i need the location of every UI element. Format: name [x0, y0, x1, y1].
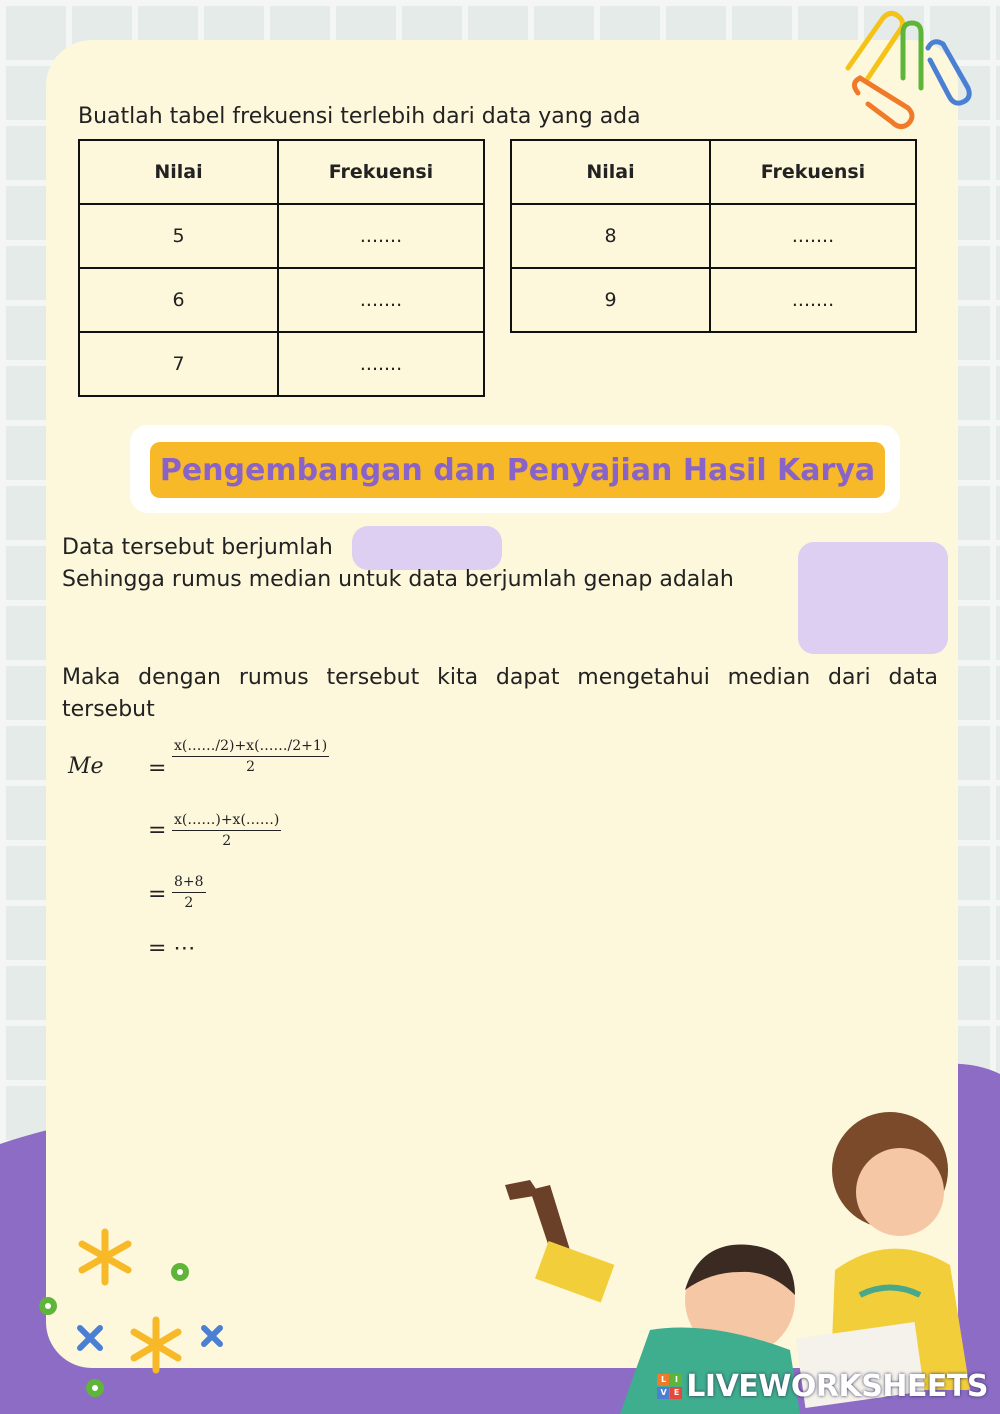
table-row — [79, 268, 484, 332]
logo-text: LIVEWORKSHEETS — [686, 1369, 988, 1404]
nilai-cell: 6 — [79, 268, 278, 332]
instruction-text: Buatlah tabel frekuensi terlebih dari data yang ada — [78, 104, 641, 129]
frekuensi-input[interactable]: ....... — [710, 204, 916, 268]
nilai-cell: 7 — [79, 332, 278, 396]
equals-sign: = — [148, 756, 167, 781]
logo-icon-letter: L — [657, 1374, 669, 1386]
logo-icon — [657, 1374, 682, 1399]
nilai-cell: 8 — [511, 204, 710, 268]
total-data-text: Data tersebut berjumlah — [62, 535, 333, 560]
frequency-table-left — [78, 139, 485, 397]
equals-sign: = — [148, 882, 167, 907]
fraction-denominator: 2 — [184, 895, 194, 911]
substitution-fraction — [172, 812, 281, 849]
table-row — [79, 204, 484, 268]
frekuensi-input[interactable]: ....... — [278, 332, 484, 396]
table-row — [511, 204, 916, 268]
median-formula-fraction — [172, 738, 329, 775]
fraction-denominator: 2 — [246, 759, 256, 775]
header-frekuensi: Frekuensi — [278, 140, 484, 204]
final-result-line: = ⋯ — [148, 936, 196, 961]
stars-dots-decoration — [30, 1220, 250, 1410]
fraction-denominator: 2 — [222, 833, 232, 849]
frekuensi-input[interactable]: ....... — [278, 268, 484, 332]
frequency-table-right — [510, 139, 917, 333]
formula-answer-box[interactable] — [798, 542, 948, 654]
table-row — [79, 332, 484, 396]
section-banner: Pengembangan dan Penyajian Hasil Karya — [150, 442, 885, 498]
equals-sign: = — [148, 818, 167, 843]
children-reading-illustration — [470, 1100, 1000, 1414]
fraction-numerator: x(……)+x(……) — [172, 812, 281, 831]
header-nilai: Nilai — [511, 140, 710, 204]
values-fraction — [172, 874, 206, 911]
logo-icon-letter: E — [670, 1387, 682, 1399]
header-nilai: Nilai — [79, 140, 278, 204]
header-frekuensi: Frekuensi — [710, 140, 916, 204]
paperclips-decoration — [828, 8, 978, 138]
median-formula-text: Sehingga rumus median untuk data berjumlah genap adalah — [62, 567, 734, 592]
me-symbol: Me — [68, 754, 104, 779]
conclusion-text: Maka dengan rumus tersebut kita dapat mengetahui median dari data tersebut — [62, 665, 938, 722]
liveworksheets-logo — [657, 1369, 988, 1404]
table-row — [511, 268, 916, 332]
fraction-numerator: 8+8 — [172, 874, 206, 893]
logo-icon-letter: I — [670, 1374, 682, 1386]
frekuensi-input[interactable]: ....... — [710, 268, 916, 332]
nilai-cell: 9 — [511, 268, 710, 332]
frekuensi-input[interactable]: ....... — [278, 204, 484, 268]
fraction-numerator: x(……/2)+x(……/2+1) — [172, 738, 329, 757]
logo-icon-letter: V — [657, 1387, 669, 1399]
nilai-cell: 5 — [79, 204, 278, 268]
